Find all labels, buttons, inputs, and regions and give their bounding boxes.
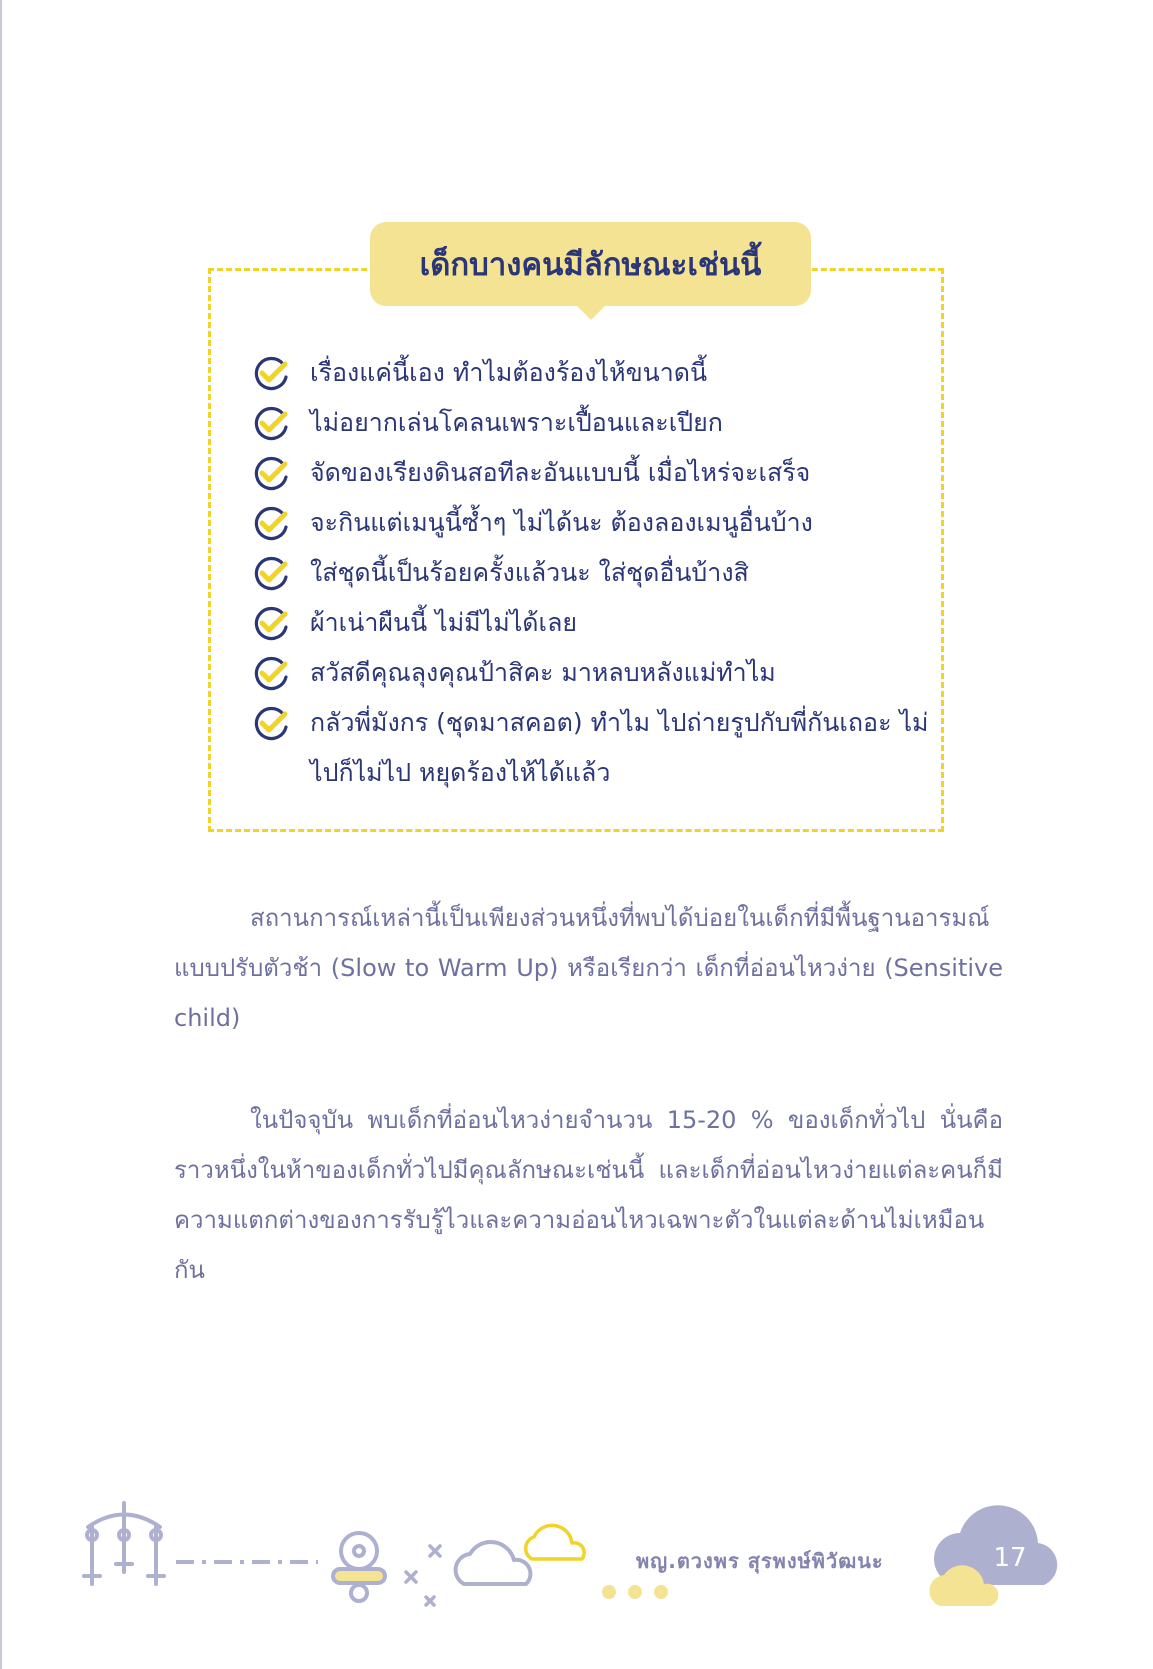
check-circle-icon (252, 405, 290, 443)
check-circle-icon (252, 505, 290, 543)
check-circle-icon (252, 455, 290, 493)
checklist-item (252, 498, 932, 548)
checklist-item (252, 348, 932, 398)
checklist-title: เด็กบางคนมีลักษณะเช่นนี้ (419, 247, 762, 283)
checklist-item (252, 548, 932, 598)
checklist-item (252, 448, 932, 498)
checklist-item-text: ใส่ชุดนี้เป็นร้อยครั้งแล้วนะ ใส่ชุดอื่นบ้างสิ (310, 558, 749, 587)
check-circle-icon (252, 555, 290, 593)
dot-row (602, 1585, 668, 1599)
checklist-item-text: จัดของเรียงดินสอทีละอันแบบนี้ เมื่อไหร่จะเสร็จ (310, 458, 811, 487)
checklist-item-text: ไม่อยากเล่นโคลนเพราะเปื้อนและเปียก (310, 408, 723, 437)
body-paragraph: ในปัจจุบัน พบเด็กที่อ่อนไหวง่ายจำนวน 15-20 % ของเด็กทั่วไป นั่นคือราวหนึ่งในห้าของเด็กทั่วไปมีคุณลักษณะเช่นนี้ และเด็กที่อ่อนไหวง่ายแต่ละคนก็มีความแตกต่างของการรับรู้ไวและความอ่อนไหวเฉพาะตัวในแต่ละด้านไม่เหมือนกัน (174, 1106, 1003, 1284)
checklist-item-text: กลัวพี่มังกร (ชุดมาสคอต) ทำไม ไปถ่ายรูปกับพี่กันเถอะ ไม่ไปก็ไม่ไป หยุดร้องไห้ได้แล้ว (310, 708, 929, 787)
checklist-item-text: ผ้าเน่าผืนนี้ ไม่มีไม่ได้เลย (310, 608, 578, 637)
pacifier-icon (333, 1533, 385, 1601)
checklist-title-banner (370, 222, 811, 306)
body-paragraph: สถานการณ์เหล่านี้เป็นเพียงส่วนหนึ่งที่พบได้บ่อยในเด็กที่มีพื้นฐานอารมณ์แบบปรับตัวช้า (Slow to Warm Up) หรือเรียกว่า เด็กที่อ่อนไหวง่าย (Sensitive child) (174, 904, 1003, 1032)
footer-decoration (0, 1480, 1153, 1669)
check-circle-icon (252, 655, 290, 693)
checklist-item (252, 598, 932, 648)
checklist-item-text: สวัสดีคุณลุงคุณป้าสิคะ มาหลบหลังแม่ทำไม (310, 658, 776, 687)
cloud-icon (456, 1542, 531, 1584)
checklist-item (252, 398, 932, 448)
page-number: 17 (993, 1543, 1027, 1573)
check-circle-icon (252, 355, 290, 393)
author-name: พญ.ตวงพร สุรพงษ์พิวัฒนะ (636, 1549, 884, 1573)
page-edge (0, 0, 2, 1669)
cloud-icon (526, 1525, 585, 1559)
checklist-item-text: เรื่องแค่นี้เอง ทำไมต้องร้องไห้ขนาดนี้ (310, 358, 708, 387)
checklist-item (252, 698, 932, 798)
checklist-item (252, 648, 932, 698)
baby-mobile-icon (84, 1503, 164, 1584)
star-cross-icon (406, 1546, 440, 1605)
check-circle-icon (252, 705, 290, 743)
checklist (252, 348, 932, 798)
check-circle-icon (252, 605, 290, 643)
checklist-item-text: จะกินแต่เมนูนี้ซ้ำๆ ไม่ได้นะ ต้องลองเมนูอื่นบ้าง (310, 508, 813, 537)
